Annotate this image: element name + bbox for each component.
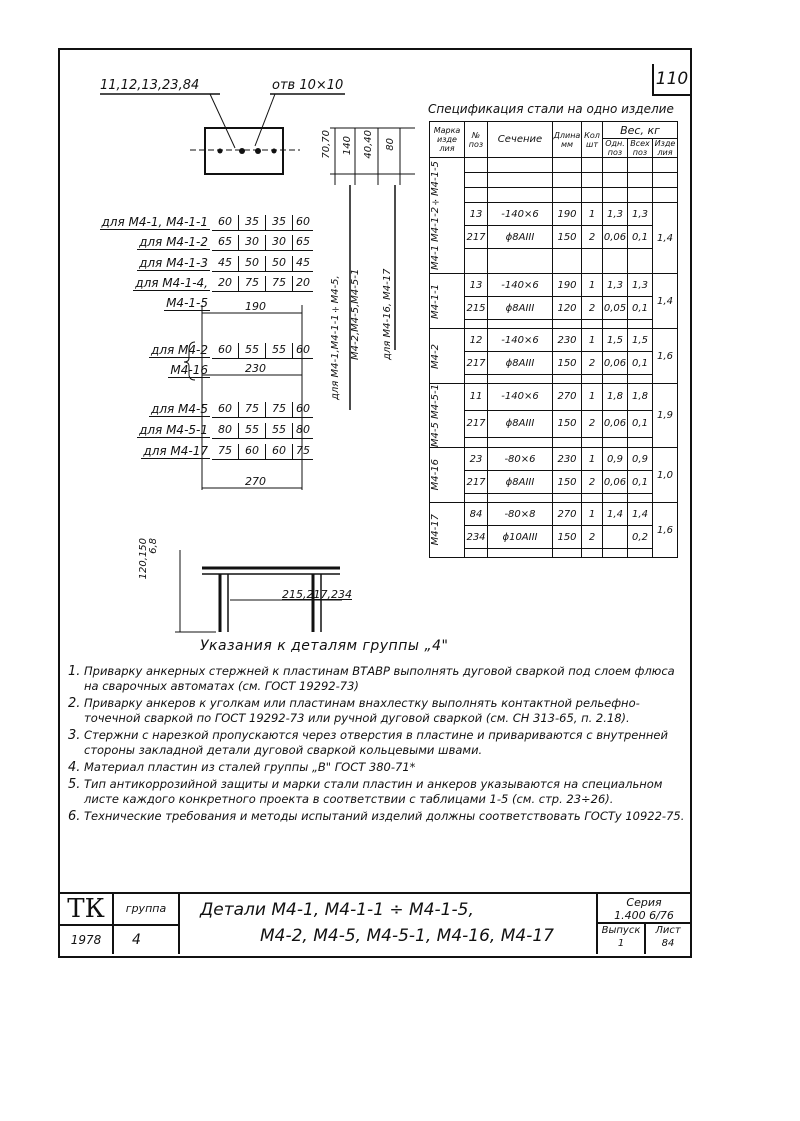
variant-cell: 50 bbox=[266, 256, 293, 272]
spec-cell-qty: 2 bbox=[582, 471, 603, 494]
variant-row bbox=[70, 402, 310, 419]
spec-cell-w2: 0,1 bbox=[628, 352, 653, 375]
note-number: 2. bbox=[68, 696, 81, 711]
spec-cell-w2: 0,1 bbox=[628, 410, 653, 437]
drawing-sheet bbox=[58, 48, 692, 958]
spec-row bbox=[430, 274, 678, 297]
note-text: Материал пластин из сталей группы „В" ГОСТ 380-71* bbox=[84, 760, 416, 774]
spec-row bbox=[430, 297, 678, 320]
variant-cells bbox=[212, 276, 313, 292]
hdr-section: Сечение bbox=[488, 122, 553, 158]
spec-cell-w2: 1,3 bbox=[628, 203, 653, 226]
variant-cell: 75 bbox=[266, 276, 293, 292]
hdr-weight: Вес, кг bbox=[603, 122, 678, 139]
spec-row bbox=[430, 503, 678, 526]
spec-cell-len: 150 bbox=[553, 410, 582, 437]
spec-cell-w1: 0,06 bbox=[603, 226, 628, 249]
sheet-label: Лист bbox=[655, 925, 681, 936]
variant-label: для М4-17 bbox=[143, 444, 208, 458]
note-item bbox=[68, 728, 688, 758]
variant-cell: 20 bbox=[293, 276, 313, 292]
variant-label: для М4-1, М4-1-1 bbox=[101, 215, 208, 229]
note-item bbox=[68, 696, 688, 726]
spec-title: Спецификация стали на одно изделие bbox=[428, 102, 674, 116]
hdr-length: Длина мм bbox=[553, 122, 582, 158]
variant-cell: 75 bbox=[239, 276, 266, 292]
note-item bbox=[68, 664, 688, 694]
issue-value: 1 bbox=[617, 938, 625, 949]
series-label: Серия bbox=[626, 896, 662, 909]
hdr-mark: Марка изде лия bbox=[430, 122, 465, 158]
issue-box bbox=[596, 924, 646, 954]
notes-title: Указания к деталям группы „4" bbox=[200, 638, 449, 654]
anchor-drawing bbox=[120, 530, 380, 640]
variant-cells bbox=[212, 423, 313, 439]
spec-cell-pos: 13 bbox=[465, 203, 488, 226]
note-text: Стержни с нарезкой пропускаются через отверстия в пластине и привариваются с внутренней стороны закладной детали дуговой сваркой кольцевыми швами. bbox=[84, 728, 668, 757]
variant-label: М4-1-5 bbox=[166, 296, 208, 310]
variant-cell: 20 bbox=[212, 276, 239, 292]
variant-cells bbox=[212, 256, 313, 272]
spec-cell-w1: 1,4 bbox=[603, 503, 628, 526]
spec-item-total: 1,4 bbox=[653, 274, 678, 329]
anchor-marks: 215,217,234 bbox=[282, 588, 352, 601]
spec-cell-w1: 1,3 bbox=[603, 274, 628, 297]
variant-cell: 65 bbox=[212, 235, 239, 251]
variant-cells bbox=[212, 215, 313, 231]
hdr-qty: Кол шт bbox=[582, 122, 603, 158]
spec-item-total: 1,6 bbox=[653, 503, 678, 558]
variant-cell: 55 bbox=[266, 343, 293, 359]
spec-cell-pos: 11 bbox=[465, 384, 488, 411]
spec-item-total: 1,4 bbox=[653, 203, 678, 274]
spec-cell-section: ϕ8АIII bbox=[488, 352, 553, 375]
spec-cell-len: 230 bbox=[553, 329, 582, 352]
variant-cell: 75 bbox=[239, 402, 266, 418]
spec-mark: М4-5 М4-5-1 bbox=[430, 384, 441, 448]
spec-cell-qty: 2 bbox=[582, 226, 603, 249]
spec-cell-section: -80×6 bbox=[488, 448, 553, 471]
spec-mark: М4-2 bbox=[430, 343, 441, 369]
spec-cell-w2: 1,4 bbox=[628, 503, 653, 526]
spec-cell-qty: 1 bbox=[582, 503, 603, 526]
note-item bbox=[68, 760, 688, 775]
spec-cell-qty: 1 bbox=[582, 203, 603, 226]
hdr-w-one: Одн. поз bbox=[603, 139, 628, 158]
variant-row bbox=[70, 276, 310, 293]
spec-cell-len: 270 bbox=[553, 503, 582, 526]
spec-blank-row bbox=[430, 173, 678, 188]
mark-numbers: 11,12,13,23,84 bbox=[100, 78, 200, 93]
spec-cell-pos: 84 bbox=[465, 503, 488, 526]
note-number: 6. bbox=[68, 809, 81, 824]
total-270: 270 bbox=[245, 475, 266, 488]
note-number: 5. bbox=[68, 777, 81, 792]
spec-cell-len: 230 bbox=[553, 448, 582, 471]
spec-cell-w2: 1,8 bbox=[628, 384, 653, 411]
variant-label: для М4-2 bbox=[151, 343, 208, 357]
spec-cell-w1: 0,06 bbox=[603, 471, 628, 494]
spec-cell-w2: 0,9 bbox=[628, 448, 653, 471]
spec-row bbox=[430, 203, 678, 226]
note-number: 1. bbox=[68, 664, 81, 679]
spec-row bbox=[430, 471, 678, 494]
note-item bbox=[68, 809, 688, 824]
variant-cell: 75 bbox=[212, 444, 239, 460]
vlabel-1: для М4-1,М4-1-1÷М4-5, bbox=[330, 275, 341, 400]
spec-item-total: 1,6 bbox=[653, 329, 678, 384]
hole-label: отв 10×10 bbox=[272, 78, 344, 93]
vlabel-2: М4-2,М4-5,М4-5-1 bbox=[350, 268, 361, 360]
spec-cell-pos: 217 bbox=[465, 226, 488, 249]
spec-cell-section: -140×6 bbox=[488, 203, 553, 226]
spec-cell-w1: 0,06 bbox=[603, 352, 628, 375]
variant-cell: 55 bbox=[266, 423, 293, 439]
spec-cell-len: 270 bbox=[553, 384, 582, 411]
spec-mark: М4-16 bbox=[430, 459, 441, 491]
variant-cell: 80 bbox=[212, 423, 239, 439]
spec-cell-len: 120 bbox=[553, 297, 582, 320]
spec-cell-qty: 1 bbox=[582, 274, 603, 297]
spec-cell-w2: 0,1 bbox=[628, 297, 653, 320]
variant-cell: 60 bbox=[212, 215, 239, 231]
spec-cell-pos: 217 bbox=[465, 471, 488, 494]
notes-list bbox=[68, 664, 688, 826]
variant-label: для М4-5 bbox=[151, 402, 208, 416]
spec-cell-qty: 1 bbox=[582, 329, 603, 352]
variant-cell: 55 bbox=[239, 423, 266, 439]
spec-blank-row bbox=[430, 158, 678, 173]
note-number: 4. bbox=[68, 760, 81, 775]
spec-cell-section: -140×6 bbox=[488, 274, 553, 297]
note-number: 3. bbox=[68, 728, 81, 743]
spec-cell-section: ϕ8АIII bbox=[488, 297, 553, 320]
spec-cell-w1: 1,8 bbox=[603, 384, 628, 411]
dim-c: 40,40 bbox=[363, 130, 374, 159]
variant-label: для М4-1-4, bbox=[135, 276, 208, 290]
note-text: Приварку анкеров к уголкам или пластинам внахлестку выполнять контактной рельефно-точечной сваркой по ГОСТ 19292-73 или ручной дуговой сваркой (см. СН 313-65, п. 2.18). bbox=[84, 696, 640, 725]
title-block bbox=[60, 892, 690, 956]
spec-cell-section: ϕ8АIII bbox=[488, 226, 553, 249]
spec-cell-w1: 1,5 bbox=[603, 329, 628, 352]
spec-cell-w2: 0,2 bbox=[628, 526, 653, 549]
spec-cell-section: ϕ10АIII bbox=[488, 526, 553, 549]
note-text: Технические требования и методы испытаний изделий должны соответствовать ГОСТу 10922-75. bbox=[84, 809, 685, 823]
spec-item-total: 1,0 bbox=[653, 448, 678, 503]
spec-cell-len: 190 bbox=[553, 203, 582, 226]
spec-cell-pos: 215 bbox=[465, 297, 488, 320]
spec-cell-w1: 1,3 bbox=[603, 203, 628, 226]
variant-cell: 60 bbox=[293, 343, 313, 359]
anchor-dim-top: 6,8 bbox=[148, 538, 159, 554]
variant-cell: 80 bbox=[293, 423, 313, 439]
spec-row bbox=[430, 384, 678, 411]
variant-label: для М4-1-3 bbox=[139, 256, 208, 270]
variant-cell: 60 bbox=[239, 444, 266, 460]
total-230: 230 bbox=[245, 362, 266, 375]
variant-cell: 30 bbox=[266, 235, 293, 251]
spec-cell-pos: 12 bbox=[465, 329, 488, 352]
spec-blank-row bbox=[430, 188, 678, 203]
variant-label: для М4-5-1 bbox=[139, 423, 208, 437]
year: 1978 bbox=[60, 926, 114, 954]
group-label: группа bbox=[114, 894, 180, 926]
spec-cell-qty: 2 bbox=[582, 526, 603, 549]
variant-row bbox=[70, 235, 310, 252]
variant-cell: 75 bbox=[293, 444, 313, 460]
spec-row bbox=[430, 448, 678, 471]
spec-mark: М4-1 М4-1-2÷М4-1-5 bbox=[430, 160, 441, 270]
variant-row bbox=[70, 296, 210, 313]
spec-cell-qty: 1 bbox=[582, 448, 603, 471]
spec-cell-qty: 2 bbox=[582, 297, 603, 320]
sheet-value: 84 bbox=[661, 938, 675, 949]
variant-cell: 35 bbox=[239, 215, 266, 231]
variant-row bbox=[70, 256, 310, 273]
dim-b: 140 bbox=[342, 136, 353, 156]
variant-cell: 60 bbox=[293, 215, 313, 231]
variant-cell: 60 bbox=[212, 402, 239, 418]
variant-row bbox=[70, 444, 310, 461]
variant-cell: 35 bbox=[266, 215, 293, 231]
spec-cell-w2: 1,3 bbox=[628, 274, 653, 297]
variant-label: М4-16 bbox=[170, 363, 208, 377]
spec-cell-len: 150 bbox=[553, 471, 582, 494]
anchor-dims: 120,150 bbox=[138, 538, 149, 580]
dim-d: 80 bbox=[385, 138, 396, 151]
total-190: 190 bbox=[245, 300, 266, 313]
variant-cell: 60 bbox=[212, 343, 239, 359]
variant-row bbox=[70, 343, 310, 360]
page-number: 110 bbox=[652, 64, 690, 96]
sheet-box bbox=[646, 924, 690, 954]
variant-row bbox=[70, 423, 310, 440]
title-line-1: Детали М4-1, М4-1-1 ÷ М4-1-5, bbox=[200, 900, 474, 920]
spec-cell-pos: 23 bbox=[465, 448, 488, 471]
spec-cell-len: 190 bbox=[553, 274, 582, 297]
spec-cell-pos: 217 bbox=[465, 410, 488, 437]
spec-row bbox=[430, 329, 678, 352]
variant-cell: 55 bbox=[239, 343, 266, 359]
variant-cell: 75 bbox=[266, 402, 293, 418]
spec-row bbox=[430, 226, 678, 249]
hdr-w-all: Всех поз bbox=[628, 139, 653, 158]
spec-cell-w1: 0,9 bbox=[603, 448, 628, 471]
spec-cell-pos: 217 bbox=[465, 352, 488, 375]
title-line-2: М4-2, М4-5, М4-5-1, М4-16, М4-17 bbox=[260, 926, 554, 946]
spec-cell-w2: 0,1 bbox=[628, 226, 653, 249]
spec-cell-len: 150 bbox=[553, 352, 582, 375]
variant-cells bbox=[212, 402, 313, 418]
spec-cell-section: ϕ8АIII bbox=[488, 471, 553, 494]
note-text: Приварку анкерных стержней к пластинам ВТАВР выполнять дуговой сваркой под слоем флюса на сварочных автоматах (см. ГОСТ 19292-73) bbox=[84, 664, 675, 693]
spec-cell-w1: 0,06 bbox=[603, 410, 628, 437]
hdr-pos: № поз bbox=[465, 122, 488, 158]
vlabel-3: для М4-16, М4-17 bbox=[382, 268, 393, 360]
variant-cell: 30 bbox=[239, 235, 266, 251]
spec-mark: М4-1-1 bbox=[430, 283, 441, 319]
spec-row bbox=[430, 352, 678, 375]
spec-cell-pos: 13 bbox=[465, 274, 488, 297]
variant-row bbox=[70, 363, 210, 380]
dim-a: 70,70 bbox=[321, 130, 332, 159]
spec-cell-w2: 0,1 bbox=[628, 471, 653, 494]
spec-cell-w1: 0,05 bbox=[603, 297, 628, 320]
hdr-w-item: Изде лия bbox=[653, 139, 678, 158]
spec-cell-qty: 2 bbox=[582, 410, 603, 437]
variant-cell: 60 bbox=[293, 402, 313, 418]
spec-mark: М4-17 bbox=[430, 514, 441, 546]
spec-row bbox=[430, 410, 678, 437]
variant-cell: 65 bbox=[293, 235, 313, 251]
spec-row bbox=[430, 526, 678, 549]
series-value: 1.400 6/76 bbox=[614, 909, 674, 922]
variant-cells bbox=[212, 343, 313, 359]
spec-cell-qty: 1 bbox=[582, 384, 603, 411]
variant-cell: 45 bbox=[293, 256, 313, 272]
variant-cell: 45 bbox=[212, 256, 239, 272]
spec-cell-w2: 1,5 bbox=[628, 329, 653, 352]
variant-label: для М4-1-2 bbox=[139, 235, 208, 249]
spec-cell-section: -140×6 bbox=[488, 329, 553, 352]
variant-cell: 50 bbox=[239, 256, 266, 272]
spec-cell-section: -80×8 bbox=[488, 503, 553, 526]
group-number: 4 bbox=[114, 926, 180, 954]
spec-table bbox=[429, 121, 678, 558]
variant-row bbox=[70, 215, 310, 232]
issue-label: Выпуск bbox=[601, 925, 641, 936]
variant-cell: 60 bbox=[266, 444, 293, 460]
note-text: Тип антикоррозийной защиты и марки стали пластин и анкеров указываются на специальном листе каждого конкретного проекта в соответствии с таблицами 1-5 (см. стр. 23÷26). bbox=[84, 777, 663, 806]
series-box bbox=[596, 894, 690, 924]
spec-cell-section: -140×6 bbox=[488, 384, 553, 411]
spec-item-total: 1,9 bbox=[653, 384, 678, 448]
spec-cell-len: 150 bbox=[553, 526, 582, 549]
spec-cell-w1 bbox=[603, 526, 628, 549]
org-mark: ТК bbox=[60, 894, 114, 926]
spec-cell-pos: 234 bbox=[465, 526, 488, 549]
variant-cells bbox=[212, 444, 313, 460]
spec-cell-section: ϕ8АIII bbox=[488, 410, 553, 437]
spec-cell-len: 150 bbox=[553, 226, 582, 249]
variant-cells bbox=[212, 235, 313, 251]
note-item bbox=[68, 777, 688, 807]
spec-cell-qty: 2 bbox=[582, 352, 603, 375]
